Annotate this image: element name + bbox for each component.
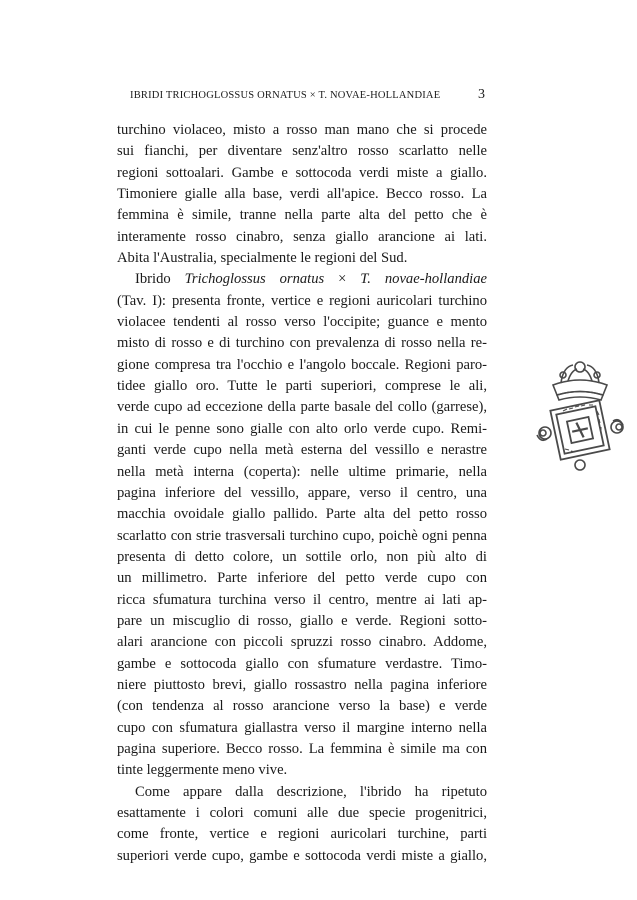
text-line: niere piuttosto brevi, giallo rossastro nella pagina inferiore [117, 676, 487, 693]
text-line: (con tendenza al rosso arancione verso la base) e verde [117, 698, 487, 715]
text-line: pagina superiore. Becco rosso. La femmina è simile ma con [117, 740, 487, 757]
text-line: (Tav. I): presenta fronte, vertice e regioni auricolari turchino [117, 292, 487, 309]
text-line: turchino violaceo, misto a rosso man mano che si procede [117, 122, 487, 138]
text-line: tinte leggermente meno vive. [117, 762, 288, 779]
text-fragment: × [324, 271, 361, 288]
text-line: femmina è simile, tranne nella parte alta del petto che è [117, 207, 487, 224]
text-line: cupo con sfumatura giallastra verso il margine interno nella [117, 719, 487, 736]
text-line [117, 269, 487, 290]
text-line: Come appare dalla descrizione, l'ibrido ha ripetuto [135, 783, 487, 800]
text-line: regioni sottoalari. Gambe e sottocoda verdi miste a giallo. [117, 164, 487, 181]
running-head: IBRIDI TRICHOGLOSSUS ORNATUS × T. NOVAE-HOLLANDIAE [130, 90, 441, 101]
text-line: esattamente i colori comuni alle due specie progenitrici, [117, 805, 487, 821]
text-line: Abita l'Australia, specialmente le regioni del Sud. [117, 250, 408, 267]
text-line: superiori verde cupo, gambe e sottocoda verdi miste a giallo, [117, 847, 487, 864]
text-line: come fronte, vertice e regioni auricolari turchine, parti [117, 826, 487, 843]
text-line: misto di rosso e di turchino con prevalenza di rosso nella re- [117, 335, 487, 352]
text-line: un millimetro. Parte inferiore del petto verde cupo con [117, 570, 487, 587]
text-line: violacee tendenti al rosso verso l'occipite; guance e mento [117, 314, 487, 331]
text-fragment: Ibrido [135, 271, 185, 288]
page-header [130, 87, 485, 105]
species-name: T. novae-hollandiae [360, 271, 487, 288]
text-line: nella metà interna (coperta): nelle ultime primarie, nella [117, 463, 487, 480]
text-line: in cui le penne sono gialle con alto orlo verde cupo. Remi- [117, 420, 487, 437]
text-line: Timoniere gialle alla base, verdi all'apice. Becco rosso. La [117, 186, 487, 203]
text-line: pare un miscuglio di rosso, giallo e verde. Regioni sotto- [117, 612, 487, 629]
species-name: Trichoglossus ornatus [184, 271, 325, 288]
library-stamp-icon [533, 353, 627, 475]
text-line: pagina inferiore del vessillo, appare, verso il centro, una [117, 484, 487, 501]
text-line: scarlatto con strie trasversali turchino cupo, poichè ogni penna [117, 527, 487, 544]
text-line: alari arancione con piccoli spruzzi rosso cinabro. Addome, [117, 634, 487, 651]
body-text [117, 120, 487, 867]
text-line: ricca sfumatura turchina verso il centro, mentre ai lati ap- [117, 591, 487, 608]
text-line: interamente rosso cinabro, senza giallo arancione ai lati. [117, 228, 487, 245]
text-line: presenta di detto colore, un sottile orlo, non più alto di [117, 548, 487, 565]
page-number: 3 [478, 87, 485, 102]
text-line: gione compresa tra l'occhio e l'angolo boccale. Regioni paro- [117, 356, 487, 373]
text-line: tidee giallo oro. Tutte le parti superiori, comprese le ali, [117, 378, 487, 395]
text-line: ganti verde cupo nella metà esterna del vessillo e nerastre [117, 442, 487, 459]
text-line: sui fianchi, per diventare senz'altro rosso scarlatto nelle [117, 143, 487, 160]
text-line: verde cupo ad eccezione della parte basale del collo (garrese), [117, 399, 487, 416]
text-line: gambe e sottocoda giallo con sfumature verdastre. Timo- [117, 655, 487, 672]
text-line: macchia ovoidale giallo pallido. Parte alta del petto rosso [117, 506, 487, 523]
